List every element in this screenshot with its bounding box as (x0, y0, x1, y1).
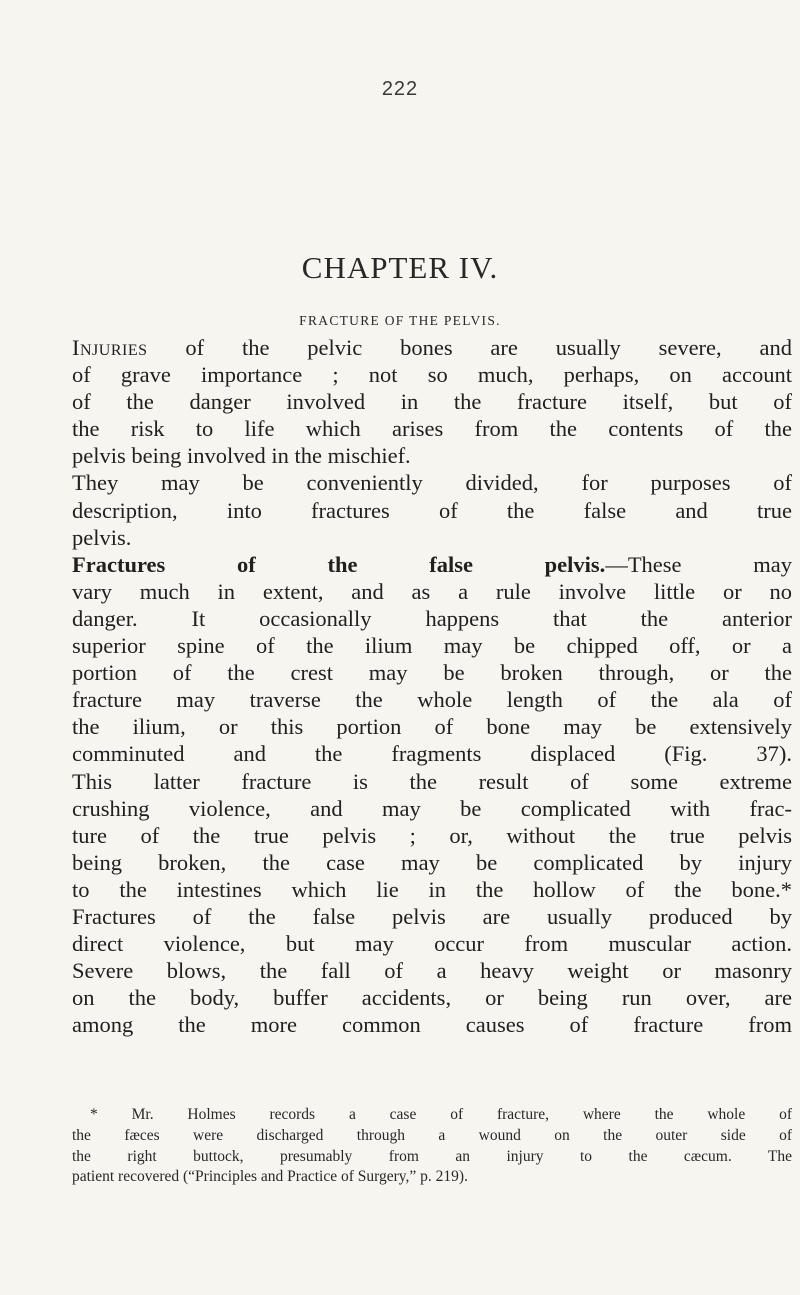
body-line: ture of the true pelvis ; or, without the true pelvis (72, 822, 792, 848)
body-line: the risk to life which arises from the contents of the (72, 416, 792, 442)
footnote-line: the fæces were discharged through a wound on the outer side of (72, 1126, 792, 1144)
body-line: danger. It occasionally happens that the anterior (72, 605, 792, 631)
body-line: of grave importance ; not so much, perhaps, on account (72, 362, 792, 388)
body-line: They may be conveniently divided, for purposes of (72, 470, 792, 496)
body-line: comminuted and the fragments displaced (Fig. 37). (72, 741, 792, 767)
body-line: pelvis being involved in the mischief. (72, 443, 411, 469)
body-line: the ilium, or this portion of bone may be extensively (72, 714, 792, 740)
body-line: vary much in extent, and as a rule involve little or no (72, 578, 792, 604)
body-line: Fractures of the false pelvis.—These may (72, 551, 792, 577)
body-line: superior spine of the ilium may be chipped off, or a (72, 633, 792, 659)
body-line: Injuries of the pelvic bones are usually severe, and (72, 335, 792, 360)
body-line: Fractures of the false pelvis are usually produced by (72, 903, 792, 929)
footnote-line: * Mr. Holmes records a case of fracture, where the whole of (90, 1106, 792, 1123)
body-line: Severe blows, the fall of a heavy weight or masonry (72, 958, 792, 984)
footnote (72, 1105, 792, 1188)
body-line: This latter fracture is the result of some extreme (72, 768, 792, 794)
body-line: fracture may traverse the whole length of the ala of (72, 687, 792, 713)
body-line: portion of the crest may be broken through, or the (72, 660, 792, 686)
chapter-title: CHAPTER IV. (301, 250, 499, 285)
run-in-heading: Fractures of the false pelvis. (72, 551, 606, 577)
section-title: FRACTURE OF THE PELVIS. (299, 313, 501, 328)
body-line: being broken, the case may be complicated by injury (72, 849, 792, 875)
lead-word: Injuries (72, 335, 148, 360)
body-line: on the body, buffer accidents, or being run over, are (72, 985, 792, 1011)
body-line: direct violence, but may occur from muscular action. (72, 931, 792, 957)
page-number: 222 (381, 78, 419, 100)
body-line: pelvis. (72, 524, 132, 550)
body-text (72, 334, 792, 1038)
footnote-line: the right buttock, presumably from an injury to the cæcum. The (72, 1147, 792, 1165)
body-line: description, into fractures of the false and true (72, 497, 792, 523)
footnote-line: patient recovered (“Principles and Practice of Surgery,” p. 219). (72, 1168, 468, 1186)
body-line: among the more common causes of fracture from (72, 1012, 792, 1038)
body-line: of the danger involved in the fracture itself, but of (72, 389, 792, 415)
body-line: to the intestines which lie in the hollow of the bone.* (72, 876, 792, 902)
body-line: crushing violence, and may be complicated with frac- (72, 795, 792, 821)
